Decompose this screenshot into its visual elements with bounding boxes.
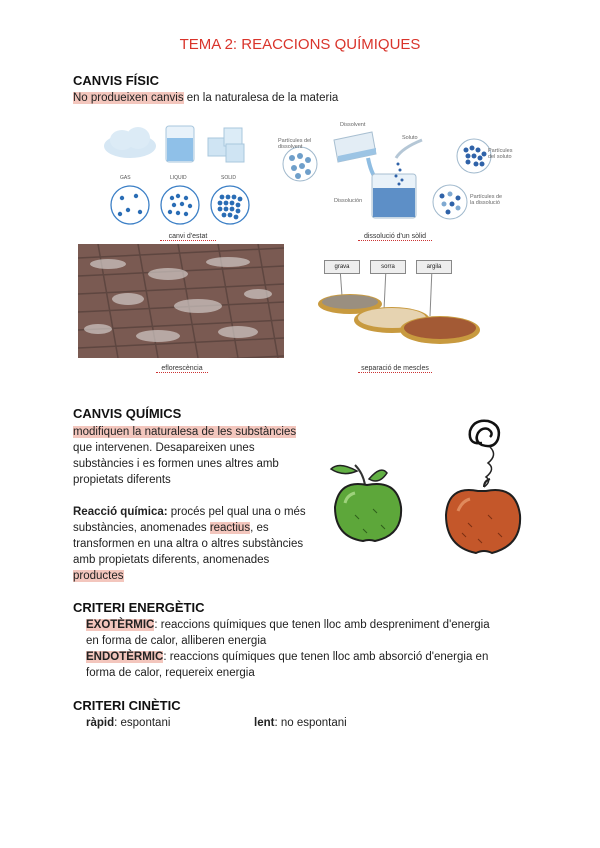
physical-heading: CANVIS FÍSIC xyxy=(73,73,159,88)
fresh-apple-illustration xyxy=(325,455,410,550)
label-solute-particles: Partícules del soluto xyxy=(488,148,513,160)
fast-term: ràpid xyxy=(86,717,115,729)
chemical-intro xyxy=(73,424,323,488)
products-highlight: productes xyxy=(73,570,124,582)
state-solid-label: SOLID xyxy=(221,175,237,181)
sieves-figure xyxy=(312,252,482,357)
reaction-line-1: procés pel qual una o més xyxy=(167,506,306,518)
chemical-intro-line: substàncies i es formen unes altres amb xyxy=(73,458,279,470)
states-of-matter-figure xyxy=(100,118,258,228)
gas-cloud-icon xyxy=(104,127,156,158)
chemical-intro-highlight: modifiquen la naturalesa de les substàncies xyxy=(73,426,297,438)
caption-mixture-separation: separació de mescles xyxy=(358,365,432,373)
exothermic-line-2: en forma de calor, alliberen energia xyxy=(86,635,267,647)
chemical-intro-line: propietats diferents xyxy=(73,474,171,486)
fast-desc: : espontani xyxy=(114,717,171,729)
caption-state-change: canvi d'estat xyxy=(160,233,216,241)
efflorescence-photo xyxy=(78,244,284,358)
sieve-label-clay: argila xyxy=(416,260,452,274)
chemical-heading: CANVIS QUÍMICS xyxy=(73,406,182,421)
kinetic-slow xyxy=(254,715,347,731)
reaction-line-2b: , es xyxy=(250,522,269,534)
physical-def-rest: en la naturalesa de la materia xyxy=(183,92,339,104)
physical-def-highlight: No produeixen canvis xyxy=(73,92,184,104)
reaction-definition xyxy=(73,504,333,584)
sieve-label-gravel: grava xyxy=(324,260,360,274)
solid-ice-icon xyxy=(208,128,244,162)
label-dissolution: Dissolución xyxy=(334,198,363,204)
label-dissolution-particles: Partícules de la dissolució xyxy=(470,194,503,206)
page-title: TEMA 2: REACCIONS QUÍMIQUES xyxy=(179,36,421,53)
reaction-term: Reacció química: xyxy=(73,506,168,518)
chemical-intro-line: que intervenen. Desapareixen unes xyxy=(73,442,255,454)
slow-term: lent xyxy=(254,717,275,729)
endothermic-term: ENDOTÈRMIC xyxy=(86,651,164,663)
caption-efflorescence: eflorescència xyxy=(156,365,208,373)
kinetic-heading: CRITERI CINÈTIC xyxy=(73,698,181,713)
caption-dissolution: dissolució d'un sòlid xyxy=(358,233,432,241)
label-solute: Soluto xyxy=(402,135,418,141)
energy-heading: CRITERI ENERGÈTIC xyxy=(73,600,205,615)
rotten-apple-illustration xyxy=(438,415,528,565)
physical-definition xyxy=(73,90,338,106)
endothermic-line-2: forma de calor, requereix energia xyxy=(86,667,255,679)
kinetic-fast xyxy=(86,715,170,731)
sieve-label-sand: sorra xyxy=(370,260,406,274)
exothermic-term: EXOTÈRMIC xyxy=(86,619,155,631)
state-liquid-label: LIQUID xyxy=(170,175,187,181)
reaction-line-3: transformen en una altra o altres substàncies xyxy=(73,538,304,550)
label-solvent-particles: Partícules del dissolvent xyxy=(278,138,312,150)
label-solvent: Dissolvent xyxy=(340,122,366,128)
reaction-line-4: amb propietats diferents, anomenades xyxy=(73,554,270,566)
slow-desc: : no espontani xyxy=(274,717,347,729)
energy-criteria xyxy=(86,617,526,681)
reactants-highlight: reactius xyxy=(209,522,251,534)
state-gas-label: GAS xyxy=(120,175,131,181)
dissolution-figure xyxy=(272,118,512,228)
reaction-line-2a: substàncies, anomenades xyxy=(73,522,210,534)
exothermic-line-1: : reaccions químiques que tenen lloc amb despreniment d'energia xyxy=(154,619,490,631)
liquid-beaker-icon xyxy=(166,126,194,162)
endothermic-line-1: : reaccions químiques que tenen lloc amb absorció d'energia en xyxy=(163,651,489,663)
